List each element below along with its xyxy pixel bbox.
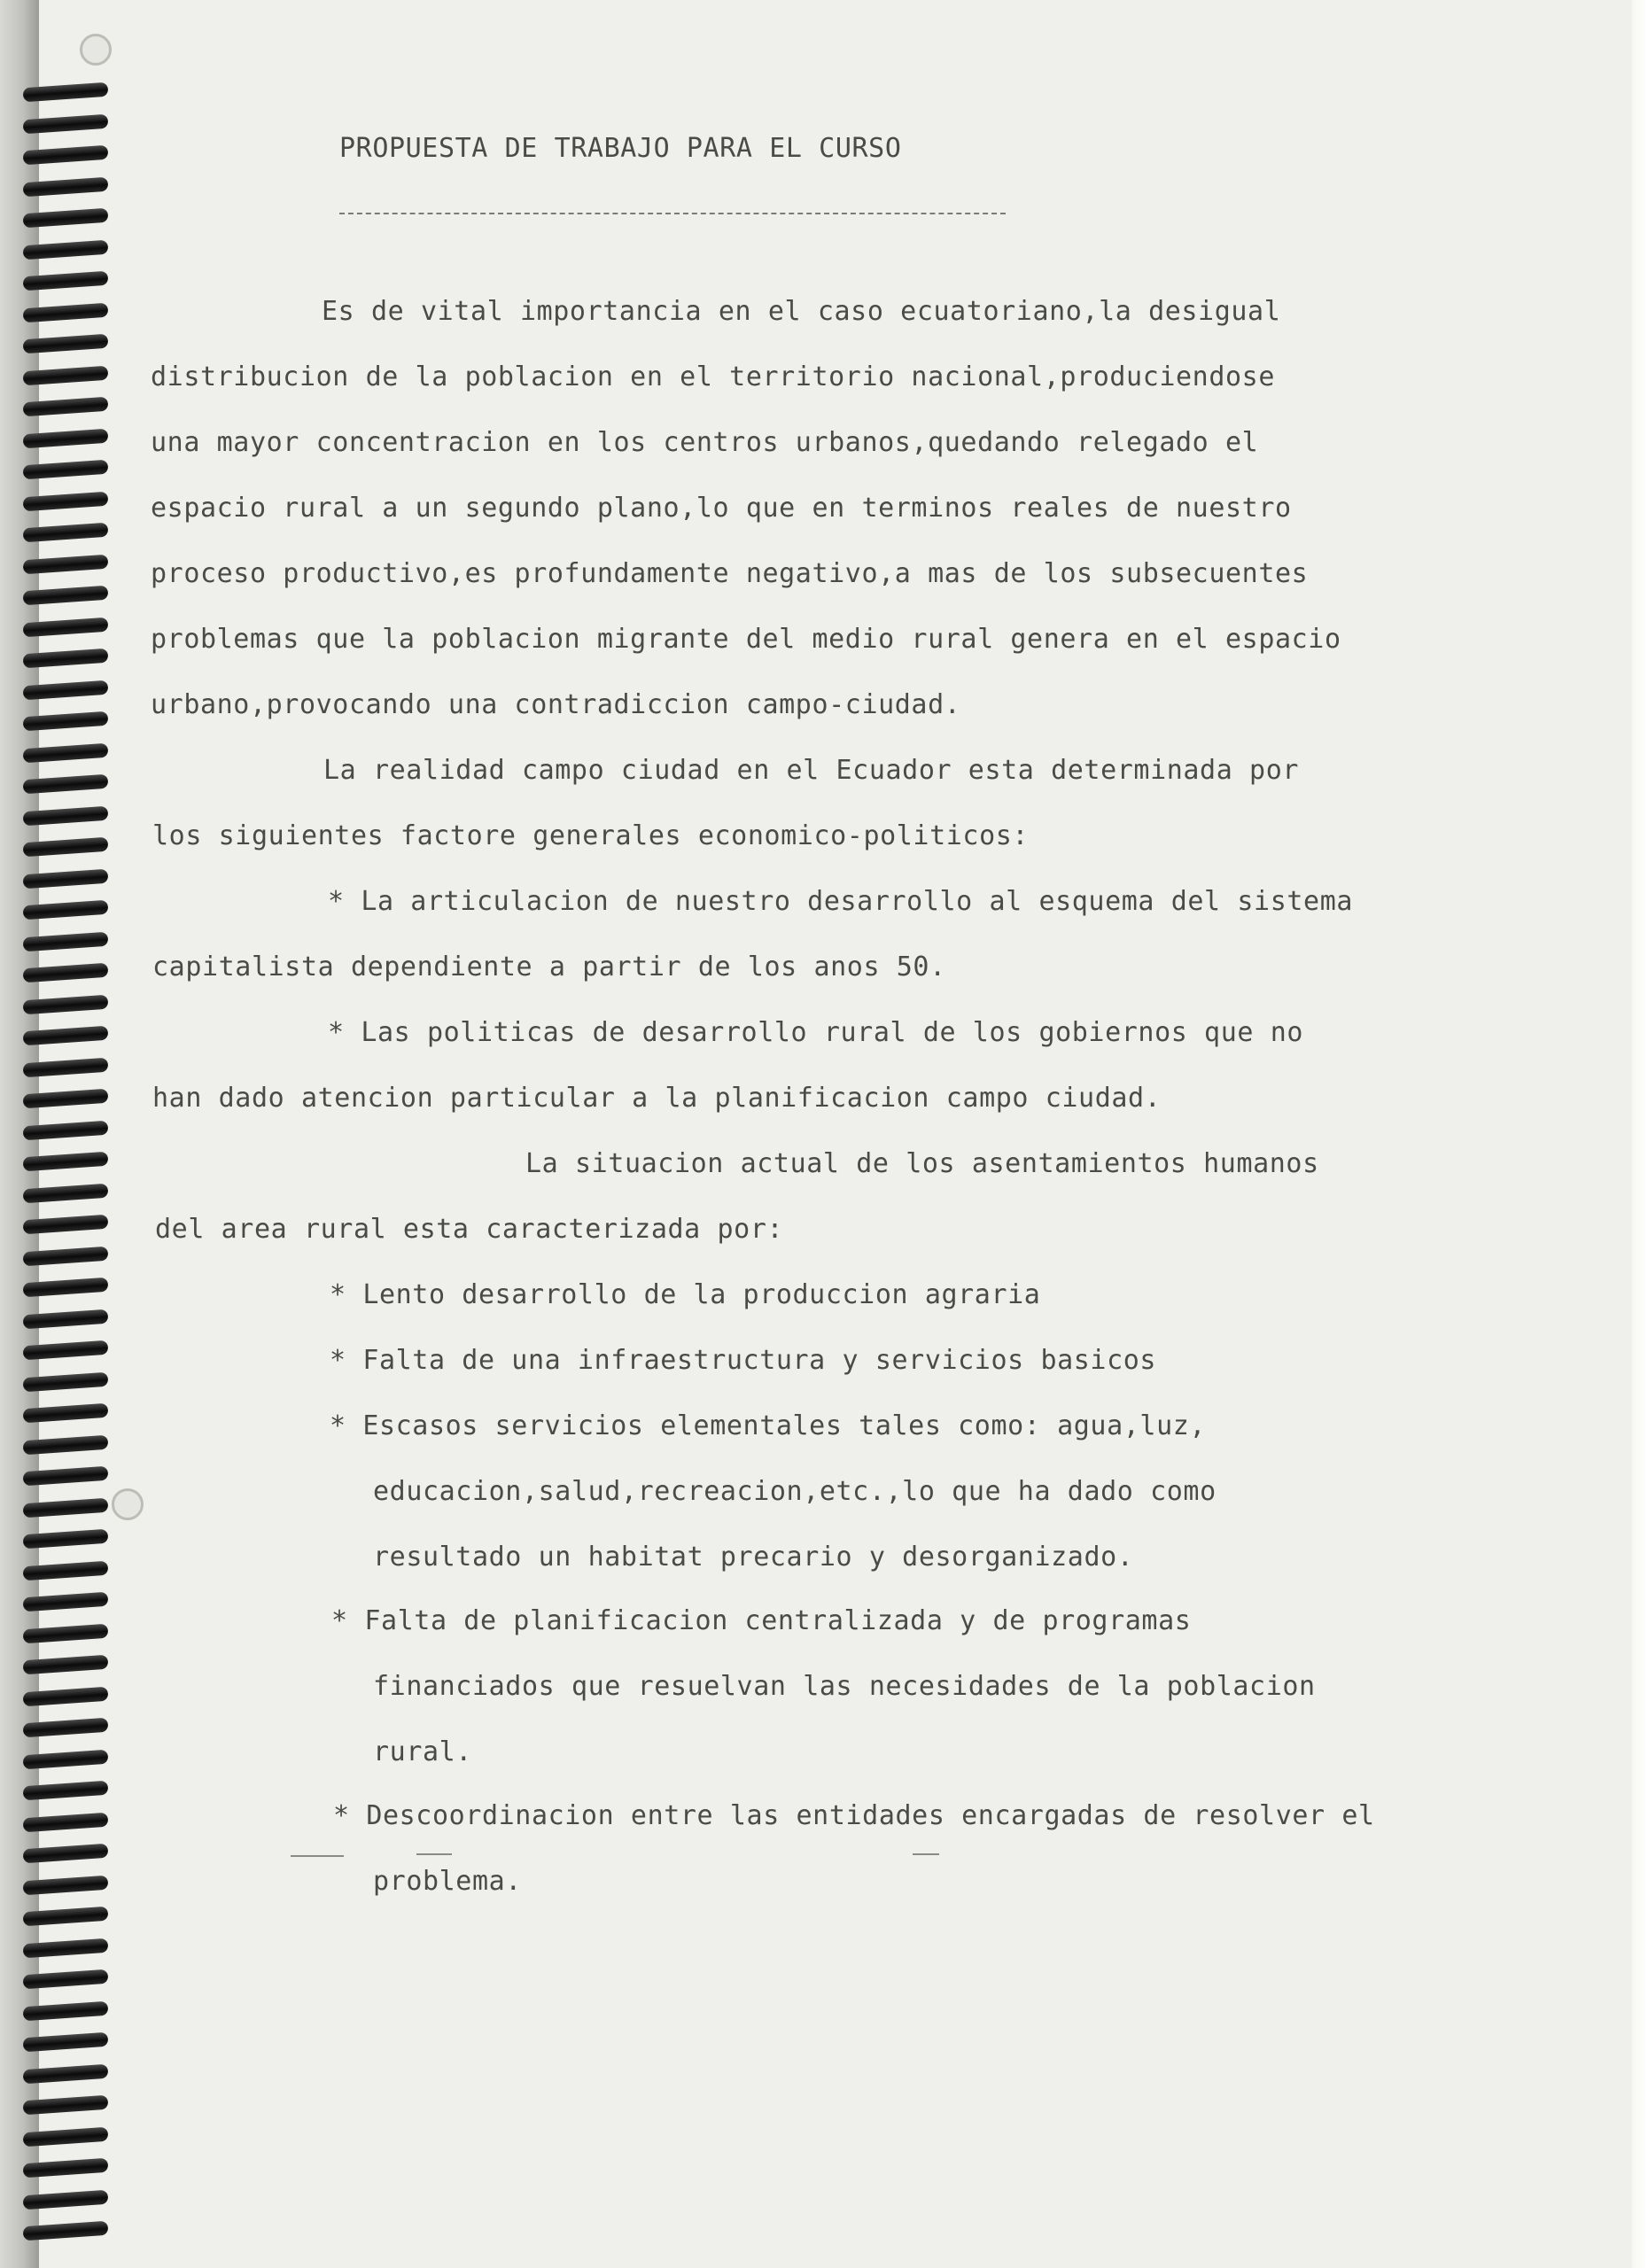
spiral-binding (0, 0, 124, 2268)
stray-mark (291, 1855, 344, 1857)
bullet-item: * Falta de planificacion centralizada y de programas (331, 1605, 1192, 1636)
punch-hole (80, 34, 112, 66)
text-line: La situacion actual de los asentamientos humanos (525, 1148, 1319, 1179)
text-line: los siguientes factore generales economico-politicos: (152, 820, 1030, 851)
text-line: proceso productivo,es profundamente negativo,a mas de los subsecuentes (151, 558, 1309, 589)
text-line: distribucion de la poblacion en el territorio nacional,produciendose (151, 361, 1275, 392)
text-line: urbano,provocando una contradiccion campo-ciudad. (151, 689, 961, 720)
text-line: han dado atencion particular a la planificacion campo ciudad. (152, 1083, 1162, 1114)
bullet-item: * Escasos servicios elementales tales como: agua,luz, (330, 1410, 1207, 1441)
text-line: del area rural esta caracterizada por: (155, 1214, 784, 1245)
text-line: La realidad campo ciudad en el Ecuador esta determinada por (323, 755, 1300, 786)
bullet-item: * La articulacion de nuestro desarrollo al esquema del sistema (328, 886, 1354, 917)
bullet-item: * Falta de una infraestructura y servicios basicos (330, 1345, 1157, 1376)
text-line: problema. (373, 1866, 522, 1897)
bullet-item: * Lento desarrollo de la produccion agraria (330, 1279, 1041, 1310)
text-line: resultado un habitat precario y desorganizado. (373, 1542, 1134, 1573)
text-line: rural. (373, 1736, 472, 1767)
bullet-item: * Descoordinacion entre las entidades encargadas de resolver el (333, 1800, 1375, 1831)
punch-hole (112, 1488, 144, 1520)
title-underline (339, 213, 1006, 214)
text-line: capitalista dependiente a partir de los anos 50. (152, 951, 946, 983)
text-line: Es de vital importancia en el caso ecuatoriano,la desigual (322, 296, 1281, 327)
text-line: financiados que resuelvan las necesidades de la poblacion (373, 1671, 1316, 1702)
text-line: espacio rural a un segundo plano,lo que en terminos reales de nuestro (151, 493, 1292, 524)
text-line: una mayor concentracion en los centros urbanos,quedando relegado el (151, 427, 1259, 458)
stray-mark (416, 1853, 452, 1855)
text-line: educacion,salud,recreacion,etc.,lo que ha dado como (373, 1476, 1217, 1507)
text-line: problemas que la poblacion migrante del medio rural genera en el espacio (151, 624, 1341, 655)
bullet-item: * Las politicas de desarrollo rural de los gobiernos que no (328, 1017, 1304, 1048)
stray-mark (913, 1853, 939, 1855)
page-edge (1632, 0, 1648, 2268)
page-title: PROPUESTA DE TRABAJO PARA EL CURSO (339, 133, 902, 164)
